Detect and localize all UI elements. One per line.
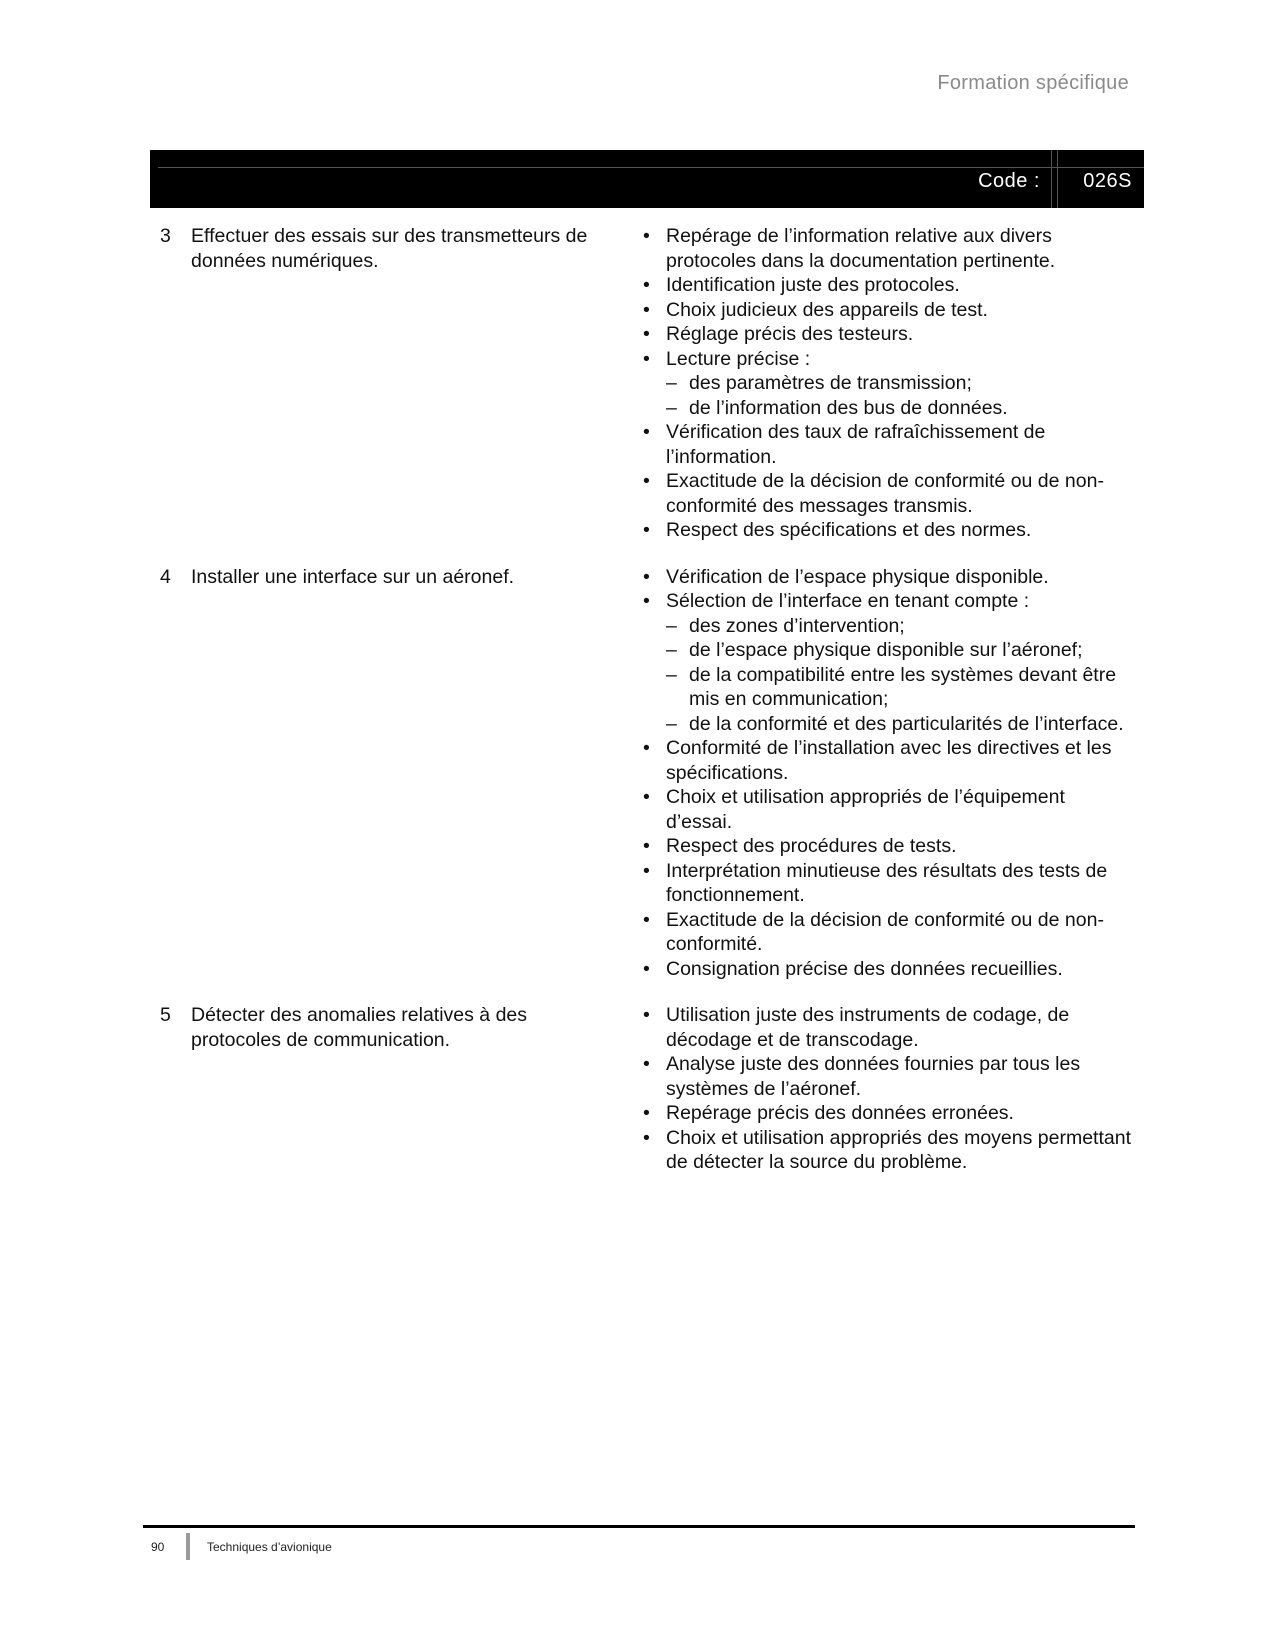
criteria-item (640, 273, 1134, 298)
criteria-item (640, 224, 1134, 273)
criteria-text: Respect des spécifications et des normes. (666, 519, 1032, 541)
code-bar-divider (1057, 150, 1058, 208)
bullet-icon: • (643, 1053, 650, 1075)
element-cell (160, 1003, 640, 1175)
code-bar (150, 150, 1144, 208)
bullet-icon: • (643, 590, 650, 612)
criteria-item (640, 859, 1134, 908)
criteria-text: Réglage précis des testeurs. (666, 323, 914, 345)
criteria-subitem-text: de l’espace physique disponible sur l’aéronef; (689, 639, 1083, 661)
criteria-item (640, 834, 1134, 859)
competency-row (160, 1003, 1134, 1175)
dash-icon: – (666, 614, 677, 637)
criteria-text: Repérage de l’information relative aux divers protocoles dans la documentation pertinente. (666, 225, 1056, 272)
bullet-icon: • (643, 835, 650, 857)
element-cell (160, 565, 640, 982)
bullet-icon: • (643, 298, 650, 321)
code-bar-rule (158, 167, 1144, 168)
criteria-text: Utilisation juste des instruments de codage, de décodage et de transcodage. (666, 1004, 1070, 1051)
criteria-text: Conformité de l’installation avec les directives et les spécifications. (666, 737, 1112, 784)
footer-rule (143, 1525, 1135, 1528)
bullet-icon: • (643, 519, 650, 541)
code-label: Code : (978, 170, 1040, 192)
bullet-icon: • (643, 859, 650, 882)
criteria-subitem-text: des paramètres de transmission; (689, 372, 972, 394)
criteria-subitem-text: de la compatibilité entre les systèmes devant être mis en communication; (689, 663, 1117, 710)
bullet-icon: • (643, 565, 650, 588)
criteria-text: Lecture précise : (666, 347, 811, 370)
bullet-icon: • (643, 1004, 650, 1026)
criteria-item (640, 469, 1134, 518)
criteria-item (640, 298, 1134, 323)
criteria-item (640, 347, 1134, 372)
element-number: 4 (160, 565, 171, 588)
dash-icon: – (666, 396, 677, 419)
bullet-icon: • (643, 786, 650, 808)
criteria-subitem (666, 712, 1134, 737)
page-number: 90 (151, 1540, 165, 1554)
element-text: Détecter des anomalies relatives à des protocoles de communication. (191, 1004, 528, 1051)
footer-title: Techniques d’avionique (207, 1540, 332, 1554)
page-header-title: Formation spécifique (937, 72, 1129, 94)
dash-icon: – (666, 372, 677, 394)
code-bar-divider (1051, 150, 1052, 208)
criteria-subitem (666, 614, 1134, 639)
element-text: Installer une interface sur un aéronef. (191, 565, 515, 588)
criteria-text: Exactitude de la décision de conformité ou de non-conformité des messages transmis. (666, 470, 1104, 517)
criteria-text: Respect des procédures de tests. (666, 835, 957, 857)
code-value: 026S (1083, 170, 1132, 192)
bullet-icon: • (643, 908, 650, 931)
criteria-item (640, 785, 1134, 834)
criteria-text: Sélection de l’interface en tenant compte : (666, 590, 1030, 612)
competency-row (160, 565, 1134, 982)
footer-separator (186, 1533, 190, 1560)
criteria-text: Interprétation minutieuse des résultats des tests de fonctionnement. (666, 859, 1108, 906)
criteria-text: Consignation précise des données recueillies. (666, 957, 1063, 980)
bullet-icon: • (643, 957, 650, 980)
element-number: 3 (160, 225, 171, 247)
criteria-item (640, 565, 1134, 590)
bullet-icon: • (643, 421, 650, 443)
element-cell (160, 224, 640, 543)
element-number: 5 (160, 1004, 171, 1026)
competency-row (160, 224, 1134, 543)
criteria-text: Repérage précis des données erronées. (666, 1102, 1014, 1124)
criteria-subitem-text: de la conformité et des particularités de l’interface. (689, 712, 1124, 735)
criteria-subitem (666, 396, 1134, 421)
criteria-list (640, 224, 1134, 543)
criteria-item (640, 322, 1134, 347)
competency-table (160, 224, 1134, 1197)
bullet-icon: • (643, 225, 650, 247)
criteria-subitem-text: de l’information des bus de données. (689, 396, 1008, 419)
criteria-list (640, 565, 1134, 982)
dash-icon: – (666, 663, 677, 686)
dash-icon: – (666, 712, 677, 735)
bullet-icon: • (643, 1126, 650, 1149)
bullet-icon: • (643, 470, 650, 492)
criteria-subitem (666, 638, 1134, 663)
dash-icon: – (666, 639, 677, 661)
criteria-text: Identification juste des protocoles. (666, 274, 960, 296)
criteria-item (640, 1052, 1134, 1101)
bullet-icon: • (643, 274, 650, 296)
criteria-text: Choix judicieux des appareils de test. (666, 298, 988, 321)
criteria-text: Exactitude de la décision de conformité ou de non-conformité. (666, 908, 1104, 955)
criteria-text: Vérification des taux de rafraîchissement de l’information. (666, 421, 1046, 468)
criteria-item (640, 589, 1134, 614)
criteria-list (640, 1003, 1134, 1175)
criteria-text: Analyse juste des données fournies par tous les systèmes de l’aéronef. (666, 1053, 1081, 1100)
element-text: Effectuer des essais sur des transmetteurs de données numériques. (191, 225, 588, 272)
bullet-icon: • (643, 737, 650, 759)
criteria-item (640, 736, 1134, 785)
bullet-icon: • (643, 323, 650, 345)
criteria-subitem (666, 371, 1134, 396)
criteria-item (640, 420, 1134, 469)
criteria-item (640, 957, 1134, 982)
criteria-item (640, 1003, 1134, 1052)
criteria-text: Choix et utilisation appropriés de l’équipement d’essai. (666, 786, 1065, 833)
bullet-icon: • (643, 1102, 650, 1124)
criteria-subitem (666, 663, 1134, 712)
criteria-text: Choix et utilisation appropriés des moyens permettant de détecter la source du problème. (666, 1126, 1131, 1173)
criteria-item (640, 1126, 1134, 1175)
criteria-item (640, 1101, 1134, 1126)
bullet-icon: • (643, 347, 650, 370)
criteria-text: Vérification de l’espace physique disponible. (666, 565, 1049, 588)
criteria-item (640, 908, 1134, 957)
criteria-item (640, 518, 1134, 543)
criteria-subitem-text: des zones d’intervention; (689, 614, 905, 637)
